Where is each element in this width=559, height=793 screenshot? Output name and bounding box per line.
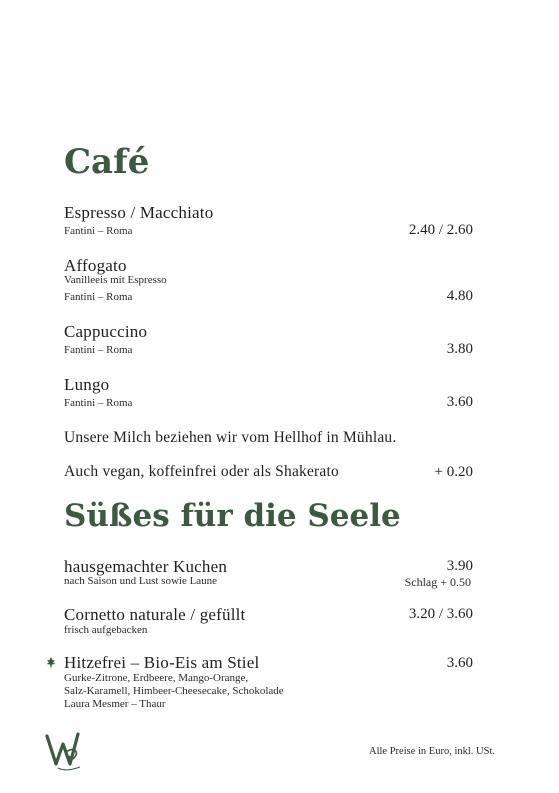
item-price-cornetto: 3.20 / 3.60	[408, 606, 473, 622]
item-sub-hitzefrei-3: Laura Mesmer – Thaur	[64, 698, 166, 710]
section-title-sweets: Süßes für die Seele	[64, 498, 401, 534]
item-name-cornetto: Cornetto naturale / gefüllt	[64, 605, 246, 624]
item-price-lungo: 3.60	[446, 394, 473, 410]
item-price-kuchen: 3.90	[446, 558, 473, 574]
item-sub-kuchen: nach Saison und Lust sowie Laune	[64, 575, 218, 587]
vegan-price: + 0.20	[434, 464, 473, 480]
item-sub-cornetto: frisch aufgebacken	[64, 624, 148, 636]
item-sub-hitzefrei-1: Gurke-Zitrone, Erdbeere, Mango-Orange,	[64, 672, 249, 684]
item-name-kuchen: hausgemachter Kuchen	[64, 557, 228, 576]
item-sub-cappuccino: Fantini – Roma	[64, 344, 133, 356]
milk-note: Unsere Milch beziehen wir vom Hellhof in Mühlau.	[64, 429, 397, 446]
item-name-espresso: Espresso / Macchiato	[64, 203, 214, 222]
item-sub-lungo: Fantini – Roma	[64, 397, 133, 409]
section-title-cafe: Café	[64, 142, 150, 182]
footer-price-note: Alle Preise in Euro, inkl. USt.	[369, 746, 495, 757]
item-name-lungo: Lungo	[64, 375, 110, 394]
item-price-hitzefrei: 3.60	[446, 655, 473, 671]
vegan-note: Auch vegan, koffeinfrei oder als Shakerato	[64, 463, 339, 480]
item-price-espresso: 2.40 / 2.60	[408, 222, 473, 238]
item-sub-espresso: Fantini – Roma	[64, 225, 133, 237]
item-extra-kuchen: Schlag + 0.50	[404, 575, 471, 589]
leaf-icon	[46, 657, 56, 669]
item-price-cappuccino: 3.80	[446, 341, 473, 357]
item-sub-affogato-1: Vanilleeis mit Espresso	[64, 274, 167, 286]
logo-icon	[44, 730, 84, 774]
item-name-affogato: Affogato	[64, 256, 127, 275]
item-name-hitzefrei: Hitzefrei – Bio-Eis am Stiel	[64, 653, 260, 672]
item-sub-hitzefrei-2: Salz-Karamell, Himbeer-Cheesecake, Schokolade	[64, 685, 284, 697]
item-price-affogato: 4.80	[446, 288, 473, 304]
item-name-cappuccino: Cappuccino	[64, 322, 148, 341]
item-sub-affogato-2: Fantini – Roma	[64, 291, 133, 303]
